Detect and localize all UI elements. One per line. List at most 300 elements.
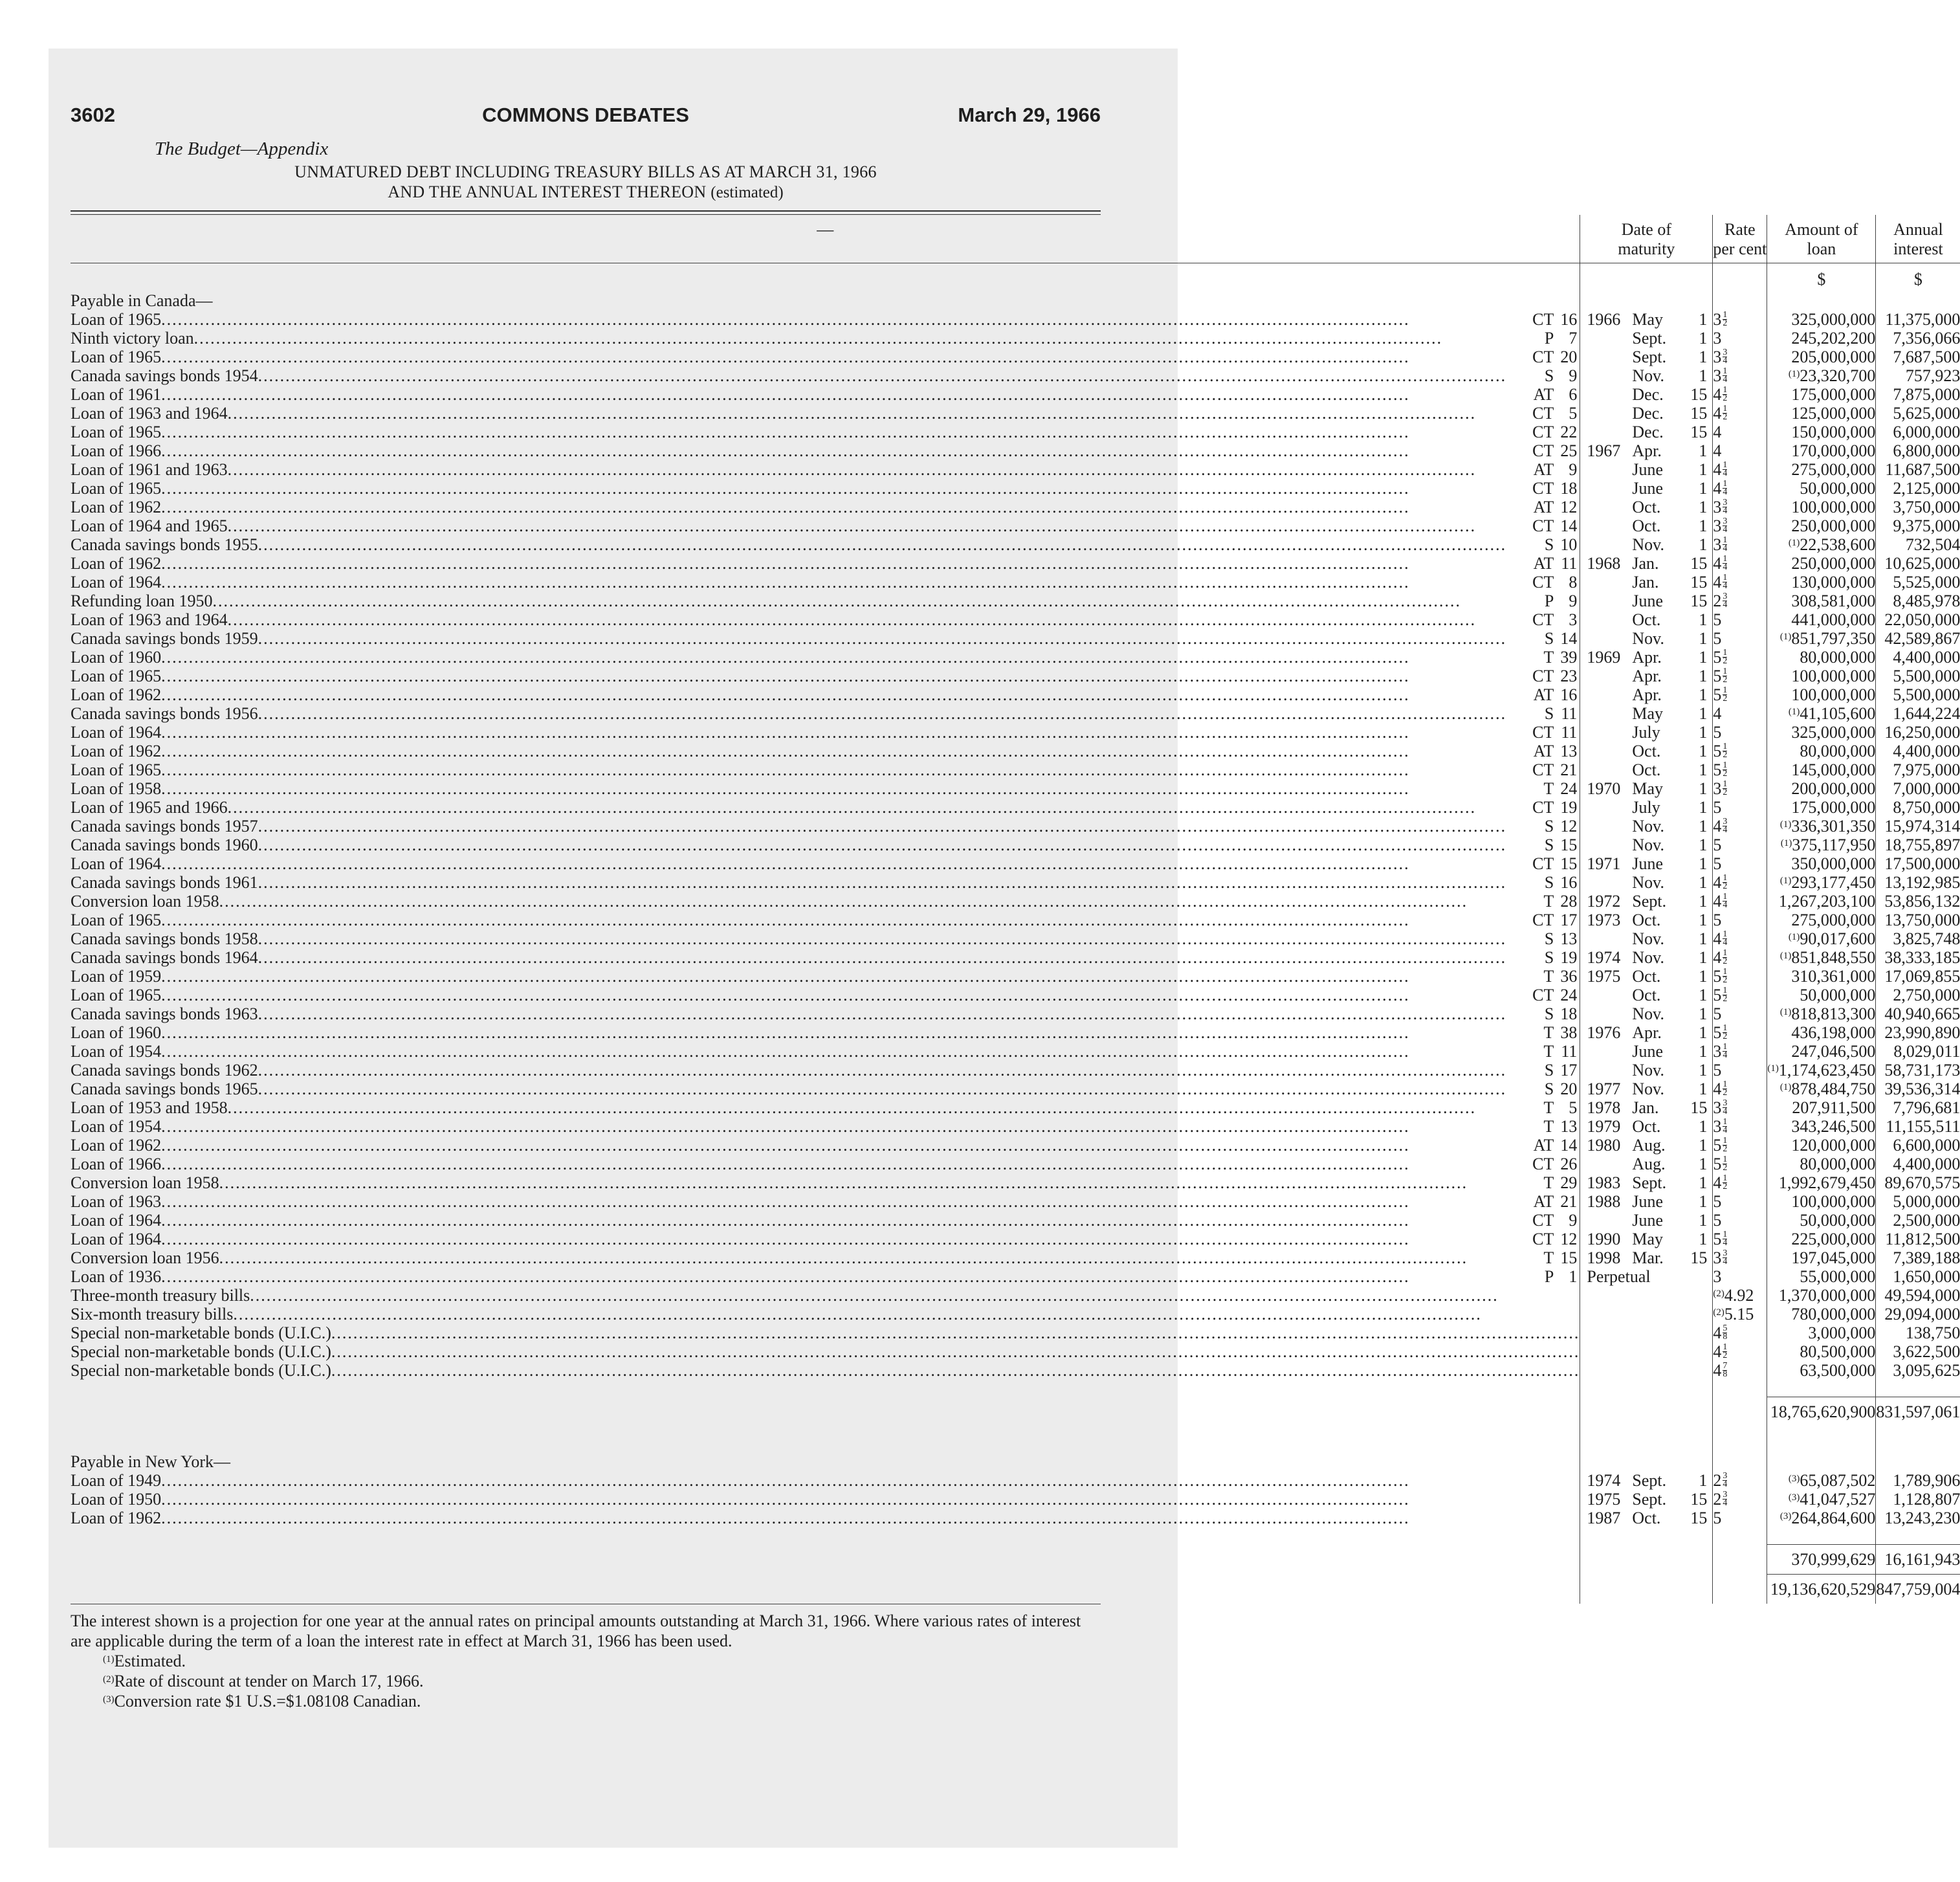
maturity-date — [1580, 348, 1713, 366]
maturity-day: 1 — [1699, 479, 1708, 498]
rate-whole: 4 — [1713, 1173, 1722, 1192]
maturity-month: Oct. — [1632, 742, 1661, 760]
document-page — [71, 104, 1960, 1711]
table-row — [71, 723, 1960, 742]
maturity-month: Sept. — [1632, 1471, 1667, 1490]
loan-series: 9 — [1569, 592, 1578, 610]
loan-series: 11 — [1561, 1042, 1578, 1061]
loan-code: AT — [1533, 554, 1554, 573]
maturity-month: Nov. — [1632, 366, 1664, 385]
rate-whole: 2 — [1713, 1471, 1722, 1490]
loan-description — [71, 1023, 1580, 1042]
col-header-interest: Annual interest — [1876, 215, 1960, 263]
table-row — [71, 441, 1960, 460]
maturity-month: June — [1632, 1211, 1664, 1230]
amount-value: 41,105,600 — [1800, 704, 1876, 723]
maturity-month: Nov. — [1632, 836, 1664, 854]
maturity-date — [1580, 1042, 1713, 1061]
loan-series: 19 — [1560, 948, 1578, 967]
maturity-year — [1587, 516, 1632, 535]
maturity-day: 1 — [1699, 854, 1708, 873]
rate-fraction: $\frac{1}{2}$ — [1723, 873, 1728, 891]
interest-cell: 6,800,000 — [1876, 441, 1960, 460]
section-row-newyork — [71, 1452, 1960, 1471]
interest-cell: 38,333,185 — [1876, 948, 1960, 967]
loan-name: Loan of 1960 — [71, 1023, 162, 1042]
maturity-month: Apr. — [1632, 667, 1662, 685]
rate-cell — [1713, 1361, 1767, 1380]
amount-cell — [1767, 629, 1876, 648]
maturity-date — [1580, 1509, 1713, 1527]
amount-cell — [1767, 1248, 1876, 1267]
loan-code: T — [1543, 648, 1554, 667]
loan-name: Loan of 1964 — [71, 1230, 162, 1248]
amount-cell — [1767, 479, 1876, 498]
amount-value: 175,000,000 — [1791, 798, 1876, 817]
interest-cell: 89,670,575 — [1876, 1173, 1960, 1192]
amount-note: (1) — [1779, 1007, 1792, 1017]
maturity-date — [1580, 329, 1713, 348]
maturity-month: May — [1632, 779, 1664, 798]
rate-whole: 5 — [1713, 1023, 1722, 1042]
loan-name: Loan of 1962 — [71, 1509, 162, 1527]
maturity-year — [1587, 610, 1632, 629]
amount-cell — [1767, 667, 1876, 685]
table-row — [71, 1098, 1960, 1117]
maturity-month: Oct. — [1632, 911, 1661, 929]
table-row — [71, 1042, 1960, 1061]
loan-description — [71, 873, 1580, 892]
loan-name: Loan of 1964 — [71, 854, 162, 873]
amount-value: 120,000,000 — [1791, 1136, 1876, 1155]
loan-series: 12 — [1560, 1230, 1578, 1248]
amount-cell — [1767, 610, 1876, 629]
maturity-year: 1988 — [1587, 1192, 1621, 1211]
dot-leader — [161, 310, 1531, 329]
maturity-date — [1580, 1471, 1713, 1490]
amount-cell — [1767, 329, 1876, 348]
loan-description — [71, 854, 1580, 873]
dot-leader — [161, 441, 1531, 460]
rate-fraction: $\frac{7}{8}$ — [1723, 1361, 1728, 1379]
maturity-date — [1580, 967, 1713, 986]
maturity-day: 15 — [1690, 592, 1708, 610]
rate-cell — [1713, 1230, 1767, 1248]
maturity-date — [1580, 723, 1713, 742]
grand-total-interest: 847,759,004 — [1876, 1575, 1960, 1604]
loan-series: 17 — [1560, 1061, 1578, 1079]
loan-name: Loan of 1964 — [71, 723, 162, 742]
rate-fraction: $\frac{1}{2}$ — [1723, 1023, 1728, 1041]
maturity-month: Apr. — [1632, 648, 1662, 667]
amount-value: 275,000,000 — [1791, 460, 1876, 479]
maturity-date — [1580, 310, 1713, 329]
maturity-year: 1976 — [1587, 1023, 1621, 1042]
rate-fraction: $\frac{1}{2}$ — [1723, 667, 1728, 685]
rate-whole: 4 — [1713, 892, 1722, 911]
col-header-date: Date of maturity — [1580, 215, 1713, 263]
table-row — [71, 629, 1960, 648]
maturity-year — [1587, 873, 1632, 892]
dot-leader — [331, 1342, 1580, 1361]
rate-cell — [1713, 573, 1767, 592]
loan-name: Loan of 1954 — [71, 1042, 162, 1061]
loan-name: Loan of 1954 — [71, 1117, 162, 1136]
rate-whole: 4 — [1713, 873, 1722, 892]
table-row — [71, 592, 1960, 610]
loan-description — [71, 836, 1580, 854]
loan-name: Loan of 1960 — [71, 648, 162, 667]
amount-value: 264,864,600 — [1791, 1509, 1876, 1527]
interest-cell: 18,755,897 — [1876, 836, 1960, 854]
maturity-year — [1587, 423, 1632, 441]
rate-whole: 3 — [1713, 498, 1722, 516]
amount-cell — [1767, 1211, 1876, 1230]
table-row — [71, 1509, 1960, 1527]
rate-cell — [1713, 1023, 1767, 1042]
interest-cell: 11,155,511 — [1876, 1117, 1960, 1136]
table-row — [71, 348, 1960, 366]
amount-cell — [1767, 1155, 1876, 1173]
maturity-month: May — [1632, 1230, 1664, 1248]
table-row — [71, 1286, 1960, 1305]
table-heading — [71, 162, 1101, 203]
maturity-month: Jan. — [1632, 1098, 1659, 1117]
rate-fraction: $\frac{1}{4}$ — [1723, 479, 1728, 497]
loan-name: Loan of 1962 — [71, 742, 162, 760]
table-row — [71, 1136, 1960, 1155]
maturity-date — [1580, 911, 1713, 929]
maturity-month: Sept. — [1632, 892, 1667, 911]
dot-leader — [161, 423, 1531, 441]
loan-series: 5 — [1569, 404, 1578, 423]
rate-whole: 5 — [1713, 723, 1722, 742]
loan-series: 16 — [1560, 685, 1578, 704]
notes-block — [71, 1611, 1101, 1711]
loan-description — [71, 1061, 1580, 1079]
maturity-date — [1580, 760, 1713, 779]
loan-series: 21 — [1560, 1192, 1578, 1211]
dot-leader — [233, 1305, 1580, 1323]
loan-name: Loan of 1962 — [71, 554, 162, 573]
table-row — [71, 1471, 1960, 1490]
rate-cell — [1713, 760, 1767, 779]
maturity-year: 1998 — [1587, 1248, 1621, 1267]
maturity-date — [1580, 479, 1713, 498]
dot-leader — [161, 1509, 1580, 1527]
maturity-date — [1580, 854, 1713, 873]
col-header-rate: Rate per cent — [1713, 215, 1767, 263]
maturity-month: June — [1632, 854, 1664, 873]
dot-leader — [161, 911, 1531, 929]
interest-cell: 8,485,978 — [1876, 592, 1960, 610]
rate-fraction: $\frac{1}{4}$ — [1723, 460, 1728, 478]
amount-cell — [1767, 423, 1876, 441]
amount-value: 441,000,000 — [1791, 610, 1876, 629]
rate-whole: 3 — [1713, 1042, 1722, 1061]
interest-cell: 2,750,000 — [1876, 986, 1960, 1004]
maturity-year: 1987 — [1587, 1509, 1621, 1527]
amount-cell: 3,000,000 — [1767, 1323, 1876, 1342]
rate-fraction: $\frac{1}{2}$ — [1723, 760, 1728, 779]
maturity-day: 1 — [1699, 929, 1708, 948]
loan-name: Canada savings bonds 1954 — [71, 366, 258, 385]
loan-name: Loan of 1966 — [71, 1155, 162, 1173]
rate-cell — [1713, 1079, 1767, 1098]
dot-leader — [228, 610, 1532, 629]
maturity-day: 15 — [1690, 1098, 1708, 1117]
loan-code: T — [1543, 1248, 1554, 1267]
loan-code: S — [1544, 929, 1554, 948]
maturity-day: 1 — [1699, 629, 1708, 648]
dot-leader — [213, 592, 1543, 610]
loan-description — [71, 1490, 1580, 1509]
amount-value: 50,000,000 — [1800, 986, 1876, 1004]
maturity-year — [1587, 1061, 1632, 1079]
interest-cell: 7,356,066 — [1876, 329, 1960, 348]
table-row — [71, 404, 1960, 423]
dot-leader — [161, 1471, 1580, 1490]
loan-code: P — [1544, 1267, 1554, 1286]
amount-value: 55,000,000 — [1800, 1267, 1876, 1286]
amount-cell — [1767, 1509, 1876, 1527]
rate-fraction: $\frac{1}{4}$ — [1723, 366, 1728, 384]
loan-description — [71, 573, 1580, 592]
dot-leader — [228, 404, 1532, 423]
loan-name: Canada savings bonds 1957 — [71, 817, 258, 836]
interest-cell: 8,029,011 — [1876, 1042, 1960, 1061]
maturity-day: 15 — [1690, 554, 1708, 573]
rate-cell — [1713, 554, 1767, 573]
rate-cell — [1713, 1117, 1767, 1136]
loan-code: CT — [1532, 911, 1554, 929]
table-row — [71, 1267, 1960, 1286]
loan-description — [71, 1136, 1580, 1155]
maturity-year: 1975 — [1587, 1490, 1621, 1509]
maturity-month: Aug. — [1632, 1155, 1666, 1173]
table-row — [71, 779, 1960, 798]
table-row — [71, 948, 1960, 967]
amount-cell — [1767, 310, 1876, 329]
table-row — [71, 366, 1960, 385]
table-row — [71, 479, 1960, 498]
maturity-day: 15 — [1690, 404, 1708, 423]
subtotal-interest-canada: 831,597,061 — [1876, 1397, 1960, 1427]
rate-fraction: $\frac{3}{4}$ — [1723, 1490, 1728, 1508]
amount-cell — [1767, 817, 1876, 836]
amount-value: 130,000,000 — [1791, 573, 1876, 592]
loan-name: Loan of 1965 — [71, 479, 162, 498]
footnote-1-text: Estimated. — [114, 1652, 186, 1670]
maturity-day: 1 — [1699, 1061, 1708, 1079]
maturity-year — [1587, 704, 1632, 723]
loan-series: 18 — [1560, 479, 1578, 498]
maturity-month: Jan. — [1632, 573, 1659, 592]
loan-description — [71, 1323, 1580, 1342]
amount-value: 205,000,000 — [1791, 348, 1876, 366]
loan-description — [71, 967, 1580, 986]
maturity-date — [1580, 1117, 1713, 1136]
rate-cell — [1713, 366, 1767, 385]
table-row — [71, 573, 1960, 592]
amount-value: 1,267,203,100 — [1778, 892, 1876, 911]
publication-title: COMMONS DEBATES — [482, 104, 689, 126]
amount-cell — [1767, 1098, 1876, 1117]
rate-whole: 5 — [1713, 667, 1722, 685]
amount-note: (1) — [1788, 369, 1800, 379]
amount-cell — [1767, 535, 1876, 554]
loan-description — [71, 892, 1580, 911]
maturity-month: Sept. — [1632, 1490, 1667, 1509]
maturity-month: Dec. — [1632, 404, 1664, 423]
rate-fraction: $\frac{1}{4}$ — [1723, 929, 1728, 947]
amount-cell — [1767, 723, 1876, 742]
rate-cell — [1713, 873, 1767, 892]
amount-cell — [1767, 385, 1876, 404]
rate-whole: 3 — [1713, 779, 1722, 798]
amount-value: 375,117,950 — [1792, 836, 1876, 854]
rate-cell — [1713, 1173, 1767, 1192]
rate-cell — [1713, 610, 1767, 629]
loan-code: T — [1543, 1098, 1554, 1117]
table-row — [71, 1192, 1960, 1211]
footnote-3-mark: (3) — [103, 1694, 115, 1705]
maturity-month: Nov. — [1632, 1061, 1664, 1079]
loan-code: S — [1544, 535, 1554, 554]
loan-name: Canada savings bonds 1955 — [71, 535, 258, 554]
dot-leader — [161, 554, 1532, 573]
maturity-day: 1 — [1699, 685, 1708, 704]
interest-cell: 5,500,000 — [1876, 667, 1960, 685]
rate-cell — [1713, 948, 1767, 967]
loan-description — [71, 1267, 1580, 1286]
spacer-row — [71, 1426, 1960, 1452]
rate-whole: 4 — [1713, 948, 1722, 967]
amount-cell — [1767, 404, 1876, 423]
loan-description — [71, 1079, 1580, 1098]
rate-cell — [1713, 423, 1767, 441]
maturity-year — [1587, 760, 1632, 779]
loan-code: S — [1544, 948, 1554, 967]
table-row — [71, 798, 1960, 817]
loan-code: CT — [1532, 348, 1554, 366]
dot-leader — [331, 1361, 1580, 1380]
rate-fraction: $\frac{1}{2}$ — [1723, 404, 1728, 422]
maturity-date — [1580, 1004, 1713, 1023]
rate-fraction: $\frac{1}{2}$ — [1723, 986, 1728, 1004]
loan-code: CT — [1532, 1211, 1554, 1230]
loan-series: 16 — [1560, 873, 1578, 892]
debt-table — [71, 215, 1960, 1604]
amount-value: 100,000,000 — [1791, 667, 1876, 685]
rate-fraction: $\frac{1}{2}$ — [1723, 948, 1728, 966]
running-header — [71, 104, 1101, 136]
loan-name: Loan of 1958 — [71, 779, 162, 798]
rate-fraction: $\frac{3}{4}$ — [1723, 817, 1728, 835]
maturity-day: 1 — [1699, 329, 1708, 348]
rate-cell — [1713, 1004, 1767, 1023]
loan-name: Loan of 1961 and 1963 — [71, 460, 228, 479]
loan-series: 11 — [1561, 554, 1578, 573]
rate-cell — [1713, 348, 1767, 366]
amount-cell — [1767, 1023, 1876, 1042]
amount-value: 22,538,600 — [1800, 535, 1876, 554]
maturity-day: 15 — [1690, 1509, 1708, 1527]
dot-leader — [161, 742, 1532, 760]
maturity-day: 1 — [1699, 348, 1708, 366]
amount-cell — [1767, 929, 1876, 948]
maturity-day: 1 — [1699, 817, 1708, 836]
rate-whole: 5 — [1713, 1211, 1722, 1230]
rate-whole: 5 — [1713, 967, 1722, 986]
maturity-year: 1968 — [1587, 554, 1621, 573]
table-row — [71, 760, 1960, 779]
amount-value: 851,848,550 — [1791, 948, 1876, 967]
amount-value: 293,177,450 — [1791, 873, 1876, 892]
loan-series: 15 — [1560, 836, 1578, 854]
notes-paragraph: The interest shown is a projection for one year at the annual rates on principal amounts outstanding at March 31, 1966. Where various rates of interest are applicable during the term of a loan the interest rate in effect at March 31, 1966 has been used. — [71, 1611, 1081, 1650]
rate-note: (2) — [1713, 1289, 1724, 1299]
maturity-day: 15 — [1690, 423, 1708, 441]
loan-description — [71, 366, 1580, 385]
amount-cell — [1767, 554, 1876, 573]
rate-fraction: $\frac{1}{2}$ — [1723, 1136, 1728, 1154]
maturity-day: 1 — [1699, 704, 1708, 723]
rate-fraction: $\frac{1}{2}$ — [1723, 685, 1728, 703]
loan-code: CT — [1532, 1230, 1554, 1248]
table-row — [71, 967, 1960, 986]
loan-series: 39 — [1560, 648, 1578, 667]
maturity-day: 1 — [1699, 667, 1708, 685]
rate-whole: 5 — [1713, 986, 1722, 1004]
rate-whole: 3 — [1713, 516, 1722, 535]
table-row — [71, 873, 1960, 892]
interest-cell: 2,500,000 — [1876, 1211, 1960, 1230]
interest-cell: 11,812,500 — [1876, 1230, 1960, 1248]
maturity-day: 15 — [1690, 573, 1708, 592]
rate-whole: 4 — [1713, 385, 1722, 404]
maturity-day: 1 — [1699, 760, 1708, 779]
rate-cell — [1713, 1509, 1767, 1527]
amount-note: (1) — [1779, 819, 1792, 830]
loan-description — [71, 817, 1580, 836]
loan-name: Loan of 1949 — [71, 1471, 162, 1490]
amount-value: 245,202,200 — [1791, 329, 1876, 348]
maturity-month: Nov. — [1632, 629, 1664, 648]
maturity-date — [1580, 629, 1713, 648]
maturity-year — [1587, 348, 1632, 366]
maturity-year — [1587, 798, 1632, 817]
rate-whole: 3 — [1713, 1267, 1722, 1286]
interest-cell: 1,650,000 — [1876, 1267, 1960, 1286]
maturity-year — [1587, 817, 1632, 836]
rate-cell — [1713, 967, 1767, 986]
loan-series: 19 — [1560, 798, 1578, 817]
maturity-day: 15 — [1690, 1248, 1708, 1267]
loan-code: AT — [1533, 685, 1554, 704]
maturity-year — [1587, 573, 1632, 592]
loan-name: Loan of 1965 — [71, 348, 162, 366]
table-row — [71, 667, 1960, 685]
interest-cell: 6,000,000 — [1876, 423, 1960, 441]
loan-description — [71, 1230, 1580, 1248]
maturity-day: 15 — [1690, 1490, 1708, 1509]
dot-leader — [219, 892, 1543, 911]
loan-code: CT — [1532, 423, 1554, 441]
rate-whole: 5 — [1713, 911, 1722, 929]
table-row — [71, 329, 1960, 348]
dot-leader — [161, 1267, 1543, 1286]
